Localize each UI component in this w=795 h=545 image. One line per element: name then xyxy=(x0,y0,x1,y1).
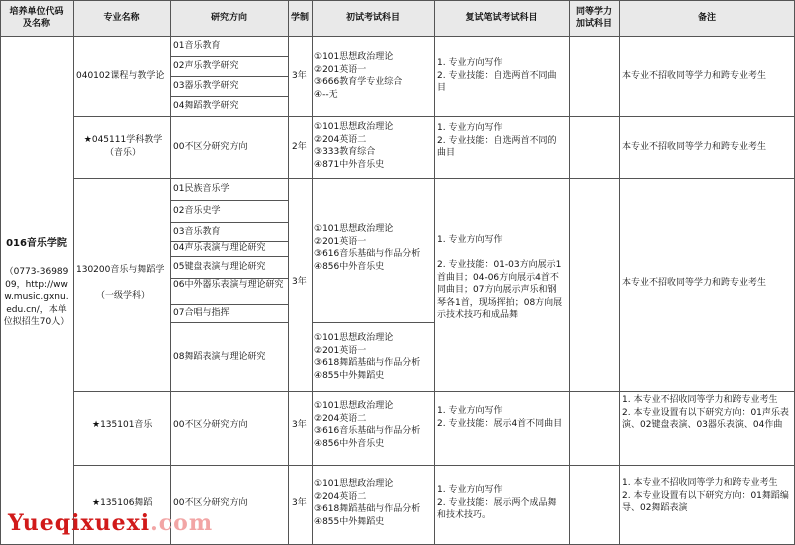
direction-item: 02声乐教学研究 xyxy=(173,61,239,71)
direction-item: 04舞蹈教学研究 xyxy=(173,101,239,111)
direction-item: 04声乐表演与理论研究 xyxy=(173,243,266,253)
major-name: ★135101音乐 xyxy=(92,420,153,430)
unit-name: 016音乐学院 xyxy=(6,238,67,249)
prelim-subjects: ①101思想政治理论 ②201英语一 ③616音乐基础与作品分析 ④856中外音乐史 xyxy=(314,224,421,272)
header-unit: 培养单位代码及名称 xyxy=(0,0,73,36)
years: 2年 xyxy=(292,142,307,152)
years: 3年 xyxy=(292,498,307,508)
header-direction: 研究方向 xyxy=(170,0,288,36)
remark: 本专业不招收同等学力和跨专业考生 xyxy=(622,278,767,288)
watermark-logo: Yueqixuexi.com xyxy=(8,510,214,536)
major-name: ★135106舞蹈 xyxy=(92,498,153,508)
retest-subjects: 1. 专业方向写作 2. 专业技能：自选两首不同曲目 xyxy=(437,58,557,93)
direction-item: 00不区分研究方向 xyxy=(173,142,248,152)
prelim-subjects: ①101思想政治理论 ②204英语二 ③616音乐基础与作品分析 ④856中外音乐史 xyxy=(314,401,421,449)
header-years: 学制 xyxy=(288,0,312,36)
remark: 本专业不招收同等学力和跨专业考生 xyxy=(622,142,767,152)
retest-subjects: 1. 专业方向写作 2. 专业技能：展示4首不同曲目 xyxy=(437,406,563,429)
direction-item: 06中外器乐表演与理论研究 xyxy=(173,280,284,290)
prelim-subjects: ①101思想政治理论 ②204英语二 ③618舞蹈基础与作品分析 ④855中外舞蹈史 xyxy=(314,479,421,527)
years: 3年 xyxy=(292,71,307,81)
direction-item: 01民族音乐学 xyxy=(173,184,230,194)
header-remark: 备注 xyxy=(619,0,795,36)
retest-subjects: 1. 专业方向写作 2. 专业技能：自选两首不同的曲目 xyxy=(437,123,557,158)
major-name: 040102课程与教学论 xyxy=(76,71,165,81)
direction-item: 02音乐史学 xyxy=(173,206,221,216)
header-extra: 同等学力加试科目 xyxy=(569,0,619,36)
remark: 本专业不招收同等学力和跨专业考生 xyxy=(622,71,767,81)
direction-item: 05键盘表演与理论研究 xyxy=(173,262,266,272)
major-name: ★045111学科教学（音乐） xyxy=(83,135,163,158)
direction-item: 00不区分研究方向 xyxy=(173,420,248,430)
major-name: 130200音乐与舞蹈学 xyxy=(76,265,165,275)
header-major: 专业名称 xyxy=(73,0,170,36)
unit-contact: （0773-3698909，http://www.music.gxnu.edu.cn/，本单位拟招生70人） xyxy=(3,267,70,327)
direction-item: 00不区分研究方向 xyxy=(173,498,248,508)
prelim-subjects: ①101思想政治理论 ②201英语一 ③618舞蹈基础与作品分析 ④855中外舞蹈史 xyxy=(314,333,421,381)
prelim-subjects: ①101思想政治理论 ②204英语二 ③333教育综合 ④871中外音乐史 xyxy=(314,122,394,170)
header-retest: 复试笔试考试科目 xyxy=(434,0,569,36)
years: 3年 xyxy=(292,277,307,287)
years: 3年 xyxy=(292,420,307,430)
remark: 1. 本专业不招收同等学力和跨专业考生 2. 本专业设置有以下研究方向：01声乐表演、02键盘表演、03器乐表演、04作曲 xyxy=(622,395,789,430)
direction-item: 03器乐教学研究 xyxy=(173,81,239,91)
direction-item: 08舞蹈表演与理论研究 xyxy=(173,352,266,362)
direction-item: 01音乐教育 xyxy=(173,41,221,51)
retest-subjects: 1. 专业方向写作 2. 专业技能：01-03方向展示1首曲目；04-06方向展示4首不同曲目；07方向展示声乐和钢琴各1首，现场挥拍；08方向展示技术技巧和成品舞 xyxy=(437,235,563,320)
header-prelim: 初试考试科目 xyxy=(312,0,434,36)
direction-item: 03音乐教育 xyxy=(173,227,221,237)
direction-item: 07合唱与指挥 xyxy=(173,308,230,318)
remark: 1. 本专业不招收同等学力和跨专业考生 2. 本专业设置有以下研究方向：01舞蹈编导、02舞蹈表演 xyxy=(622,478,789,513)
prelim-subjects: ①101思想政治理论 ②201英语一 ③666教育学专业综合 ④--无 xyxy=(314,52,403,100)
major-subtitle: （一级学科） xyxy=(95,291,150,301)
retest-subjects: 1. 专业方向写作 2. 专业技能：展示两个成品舞和技术技巧。 xyxy=(437,485,557,520)
